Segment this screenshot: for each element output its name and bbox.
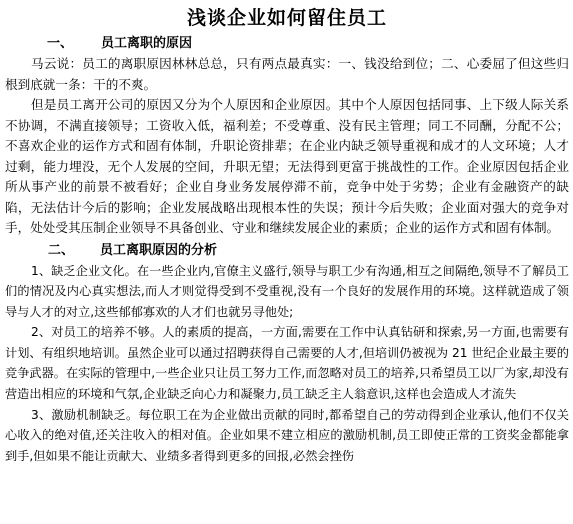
section-1-paragraph-2: 但是员工离开公司的原因又分为个人原因和企业原因。其中个人原因包括同事、上下级人际关系不协调，不满直接领导；工资收入低，福利差；不受尊重、没有民主管理；同工不同酬，分配不公；不喜欢企业的运作方式和固有体制，升职论资排辈；在企业内缺乏领导重视和成才的人文环境；人才过剩，能力埋没，无个人发展的空间，升职无望；无法得到更富于挑战性的工作。企业原因包括企业所从事产业的前景不被看好；企业自身业务发展停滞不前，竞争中处于劣势；企业有金融资产的缺陷，无法估计今后的影响；企业发展战略出现根本性的失误；预计今后失败；企业面对强大的竞争对手，处处受其压制企业领导不具备创业、守业和继续发展企业的素质；企业的运作方式和固有体制。 <box>5 97 569 235</box>
section-2-heading <box>5 241 569 260</box>
section-2-paragraph-2: 2、对员工的培养不够。人的素质的提高，一方面,需要在工作中认真钻研和探索,另一方面,也需要有计划、有组织地培训。虽然企业可以通过招聘获得自己需要的人才,但培训仍被视为 21 世纪企业最主要的竞争武器。在实际的管理中,一些企业只让员工努力工作,而忽略对员工的培养,只希望员工以厂为家,却没有营造出相应的环境和气氛,企业缺乏向心力和凝聚力,员工缺乏主人翁意识,这样也会造成人才流失 <box>5 325 569 402</box>
section-1-number: 一、 <box>47 36 74 51</box>
document-title: 浅谈企业如何留住员工 <box>186 7 387 29</box>
section-1-title: 员工离职的原因 <box>101 36 193 51</box>
section-1-paragraph-1: 马云说：员工的离职原因林林总总，只有两点最真实：一、钱没给到位；二、心委屈了但这些归根到底就一条：干的不爽。 <box>5 56 569 92</box>
section-2-paragraph-1: 1、缺乏企业文化。在一些企业内,官僚主义盛行,领导与职工少有沟通,相互之间隔绝,领导不了解员工们的情况及内心真实想法,而人才则觉得受到不受重视,没有一个良好的发展作用的环境。这样就造成了领导与人才的对立,这些郁郁寡欢的人才们也就另寻他处; <box>5 263 569 319</box>
section-2-paragraph-3: 3、激励机制缺乏。每位职工在为企业做出贡献的同时,都希望自己的劳动得到企业承认,他们不仅关心收入的绝对值,还关注收入的相对值。企业如果不建立相应的激励机制,员工即使正常的工资奖金都能拿到手,但如果不能让贡献大、业绩多者得到更多的回报,必然会挫伤 <box>5 407 569 463</box>
section-2-title: 员工离职原因的分析 <box>100 242 218 258</box>
section-1-heading <box>5 34 569 53</box>
section-2-number: 二、 <box>48 242 75 258</box>
